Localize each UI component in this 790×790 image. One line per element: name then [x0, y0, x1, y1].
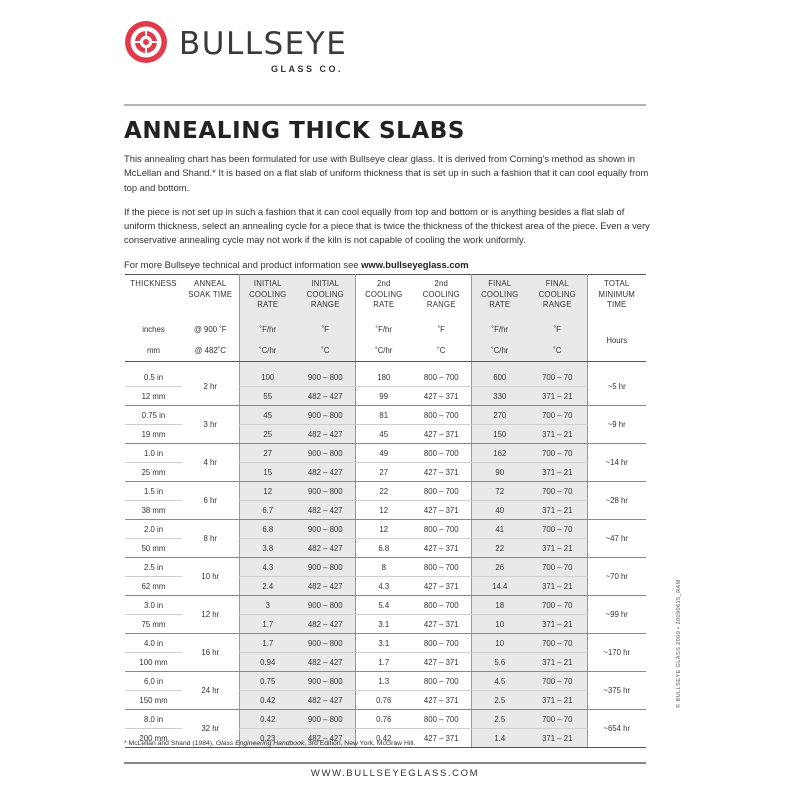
footnote-suffix: , 3rd Edition, New York, McGraw Hill.	[304, 740, 416, 747]
table-cell: 800 – 700	[412, 444, 471, 463]
table-cell: 1.5 in	[125, 482, 182, 501]
table-cell: 62 mm	[125, 577, 182, 596]
table-cell: 1.7	[239, 634, 296, 653]
intro-text	[124, 152, 654, 282]
intro-paragraph-3	[124, 258, 654, 272]
table-cell: 900 – 800	[296, 710, 355, 729]
table-cell: 19 mm	[125, 425, 182, 444]
table-cell: 0.76	[355, 691, 412, 710]
unit-label: ˚F	[296, 319, 355, 339]
table-cell: 25	[239, 425, 296, 444]
bullseye-target-icon	[124, 20, 168, 64]
table-row-fahrenheit	[125, 406, 646, 425]
table-cell: 3.1	[355, 615, 412, 634]
table-cell: 81	[355, 406, 412, 425]
intro-paragraph-2: If the piece is not set up in such a fashion that it can cool equally from top and bottom or is anything besides a flat slab of uniform thickness, select an annealing cycle for a piece that is twice the thickness of the thickest area of the piece. Even a very conservative annealing cycle may not work if the kiln is not capable of cooling the work uniformly.	[124, 205, 650, 246]
table-cell: 4.0 in	[125, 634, 182, 653]
table-cell: 1.0 in	[125, 444, 182, 463]
table-cell: 800 – 700	[412, 406, 471, 425]
unit-label: ˚C/hr	[471, 339, 528, 362]
total-time-cell: ~375 hr	[587, 672, 646, 710]
table-cell: 371 – 21	[528, 691, 587, 710]
table-cell: 427 – 371	[412, 425, 471, 444]
table-cell: 900 – 800	[296, 482, 355, 501]
column-header: INITIAL COOLING RANGE	[296, 275, 355, 320]
table-cell: 5.6	[471, 653, 528, 672]
unit-label: ˚F/hr	[239, 319, 296, 339]
table-cell: 800 – 700	[412, 520, 471, 539]
table-cell: 200 mm	[125, 729, 182, 748]
unit-label: ˚F	[437, 324, 445, 334]
table-cell: 4.5	[471, 672, 528, 691]
table-cell: 6.8	[239, 520, 296, 539]
intro-info-prefix: For more Bullseye technical and product information see	[124, 258, 362, 270]
table-cell: 1.3	[355, 672, 412, 691]
table-cell: 482 – 427	[296, 387, 355, 406]
table-cell: 8	[355, 558, 412, 577]
table-cell: 0.94	[239, 653, 296, 672]
column-header: INITIAL COOLING RATE	[239, 275, 296, 320]
table-cell: 482 – 427	[296, 577, 355, 596]
table-cell: 700 – 70	[528, 596, 587, 615]
total-time-cell: ~70 hr	[587, 558, 646, 596]
table-cell: 900 – 800	[296, 634, 355, 653]
unit-label: @ 482˚C	[182, 339, 239, 362]
table-cell: 150 mm	[125, 691, 182, 710]
table-cell: 15	[239, 463, 296, 482]
brand-logo	[124, 16, 374, 76]
table-cell: 12 mm	[125, 387, 182, 406]
table-cell: 700 – 70	[528, 406, 587, 425]
table-cell: 4.3	[355, 577, 412, 596]
table-cell: 427 – 371	[412, 653, 471, 672]
table-cell: 6.8	[355, 539, 412, 558]
unit-label: inches	[142, 324, 165, 334]
column-header: 2nd COOLING RATE	[355, 275, 412, 320]
unit-label: ˚F/hr	[471, 319, 528, 339]
total-time-cell: ~9 hr	[587, 406, 646, 444]
table-cell: 482 – 427	[296, 501, 355, 520]
table-cell: 27	[355, 463, 412, 482]
table-cell: 12	[355, 520, 412, 539]
soak-time-cell: 4 hr	[182, 444, 239, 482]
total-time-cell: ~654 hr	[587, 710, 646, 748]
table-cell: 482 – 427	[296, 463, 355, 482]
table-cell: 600	[471, 368, 528, 387]
table-cell: 0.5 in	[125, 368, 182, 387]
table-cell: 371 – 21	[528, 539, 587, 558]
table-units-fahrenheit-row	[125, 319, 646, 339]
table-cell: 2.5 in	[125, 558, 182, 577]
table-cell: 0.23	[239, 729, 296, 748]
table-cell: 40	[471, 501, 528, 520]
column-header: FINAL COOLING RATE	[471, 275, 528, 320]
table-cell: 2.0 in	[125, 520, 182, 539]
table-cell: 72	[471, 482, 528, 501]
table-cell: 330	[471, 387, 528, 406]
table-units-celsius-row	[125, 339, 646, 362]
table-cell: 6.0 in	[125, 672, 182, 691]
table-cell: 482 – 427	[296, 539, 355, 558]
table-cell: 427 – 371	[412, 691, 471, 710]
table-cell: 900 – 800	[296, 558, 355, 577]
table-cell: 12	[239, 482, 296, 501]
table-cell: 427 – 371	[412, 539, 471, 558]
intro-paragraph-1: This annealing chart has been formulated for use with Bullseye clear glass. It is derived from Corning’s method as shown in McLellan and Shand.* It is based on a flat slab of uniform thickness that is set up in such a fashion that it can cool equally from top and bottom.	[124, 153, 649, 193]
table-cell: 6.7	[239, 501, 296, 520]
table-cell: 26	[471, 558, 528, 577]
table-row-fahrenheit	[125, 596, 646, 615]
table-cell: 2.5	[471, 691, 528, 710]
annealing-table	[125, 274, 646, 748]
table-cell: 800 – 700	[412, 672, 471, 691]
column-header: ANNEAL SOAK TIME	[188, 279, 233, 299]
total-time-cell: ~28 hr	[587, 482, 646, 520]
table-row-fahrenheit	[125, 482, 646, 501]
total-time-cell: ~170 hr	[587, 634, 646, 672]
table-cell: 100 mm	[125, 653, 182, 672]
brand-subtitle: GLASS CO.	[271, 64, 344, 74]
table-cell: 2.5	[471, 710, 528, 729]
table-cell: 700 – 70	[528, 710, 587, 729]
total-time-cell: ~99 hr	[587, 596, 646, 634]
column-header: 2nd COOLING RANGE	[422, 279, 460, 309]
table-cell: 427 – 371	[412, 615, 471, 634]
table-cell: 1.4	[471, 729, 528, 748]
unit-label: Hours	[587, 319, 646, 362]
table-cell: 0.75 in	[125, 406, 182, 425]
table-cell: 75 mm	[125, 615, 182, 634]
table-cell: 18	[471, 596, 528, 615]
table-cell: 27	[239, 444, 296, 463]
table-cell: 162	[471, 444, 528, 463]
table-cell: 427 – 371	[412, 577, 471, 596]
table-cell: 800 – 700	[412, 596, 471, 615]
column-header: THICKNESS	[130, 279, 177, 288]
table-cell: 1.7	[355, 653, 412, 672]
table-cell: 10	[471, 615, 528, 634]
table-cell: 800 – 700	[412, 710, 471, 729]
soak-time-cell: 24 hr	[182, 672, 239, 710]
total-time-cell: ~14 hr	[587, 444, 646, 482]
table-cell: 482 – 427	[296, 729, 355, 748]
table-cell: 3.1	[355, 634, 412, 653]
table-cell: 90	[471, 463, 528, 482]
table-cell: 371 – 21	[528, 729, 587, 748]
footnote-book: Glass Engineering Handbook	[215, 740, 305, 747]
table-cell: 900 – 800	[296, 444, 355, 463]
unit-label: @ 900 ˚F	[193, 324, 227, 334]
table-cell: 4.3	[239, 558, 296, 577]
table-cell: 2.4	[239, 577, 296, 596]
table-row-fahrenheit	[125, 444, 646, 463]
unit-label: mm	[125, 339, 182, 362]
table-cell: 180	[355, 368, 412, 387]
table-cell: 427 – 371	[412, 729, 471, 748]
table-cell: 0.75	[239, 672, 296, 691]
table-cell: 427 – 371	[412, 501, 471, 520]
table-cell: 55	[239, 387, 296, 406]
footnote	[124, 740, 415, 747]
total-time-cell: ~47 hr	[587, 520, 646, 558]
soak-time-cell: 16 hr	[182, 634, 239, 672]
table-cell: 700 – 70	[528, 482, 587, 501]
copyright-note: © BULLSEYE GLASS 2009 • 20090615_RAM	[676, 579, 682, 708]
footer-divider	[124, 762, 646, 764]
table-header-row	[125, 275, 646, 320]
table-cell: 12	[355, 501, 412, 520]
table-row-fahrenheit	[125, 368, 646, 387]
brand-wordmark: BULLSEYE	[179, 26, 348, 62]
soak-time-cell: 32 hr	[182, 710, 239, 748]
table-cell: 22	[355, 482, 412, 501]
footer-website[interactable]: WWW.BULLSEYEGLASS.COM	[310, 768, 480, 779]
footnote-prefix: * McLellan and Shand (1984),	[124, 740, 216, 747]
table-cell: 22	[471, 539, 528, 558]
header-divider	[124, 104, 646, 106]
table-cell: 800 – 700	[412, 482, 471, 501]
table-cell: 427 – 371	[412, 387, 471, 406]
table-cell: 371 – 21	[528, 387, 587, 406]
soak-time-cell: 3 hr	[182, 406, 239, 444]
table-cell: 8.0 in	[125, 710, 182, 729]
total-time-cell: ~5 hr	[587, 368, 646, 406]
table-cell: 900 – 800	[296, 406, 355, 425]
table-cell: 45	[355, 425, 412, 444]
table-row-fahrenheit	[125, 710, 646, 729]
table-cell: 45	[239, 406, 296, 425]
table-cell: 900 – 800	[296, 596, 355, 615]
table-cell: 0.42	[239, 710, 296, 729]
table-row-fahrenheit	[125, 520, 646, 539]
table-cell: 482 – 427	[296, 653, 355, 672]
table-cell: 427 – 371	[412, 463, 471, 482]
unit-label: ˚C/hr	[355, 339, 412, 362]
table-cell: 38 mm	[125, 501, 182, 520]
table-cell: 0.42	[355, 729, 412, 748]
table-cell: 700 – 70	[528, 558, 587, 577]
table-cell: 900 – 800	[296, 520, 355, 539]
table-cell: 371 – 21	[528, 425, 587, 444]
table-cell: 482 – 427	[296, 425, 355, 444]
table-cell: 700 – 70	[528, 444, 587, 463]
table-cell: 700 – 70	[528, 634, 587, 653]
table-cell: 14.4	[471, 577, 528, 596]
table-cell: 270	[471, 406, 528, 425]
table-cell: 371 – 21	[528, 615, 587, 634]
unit-label: ˚F/hr	[355, 319, 412, 339]
table-cell: 0.42	[239, 691, 296, 710]
table-cell: 5.4	[355, 596, 412, 615]
table-cell: 3.0 in	[125, 596, 182, 615]
table-cell: 150	[471, 425, 528, 444]
unit-label: ˚C	[296, 339, 355, 362]
table-cell: 700 – 70	[528, 368, 587, 387]
table-cell: 800 – 700	[412, 558, 471, 577]
soak-time-cell: 6 hr	[182, 482, 239, 520]
table-row-fahrenheit	[125, 672, 646, 691]
table-cell: 900 – 800	[296, 672, 355, 691]
table-cell: 371 – 21	[528, 577, 587, 596]
table-cell: 371 – 21	[528, 653, 587, 672]
unit-label: ˚C/hr	[239, 339, 296, 362]
table-cell: 1.7	[239, 615, 296, 634]
table-cell: 0.76	[355, 710, 412, 729]
table-cell: 3.8	[239, 539, 296, 558]
table-cell: 800 – 700	[412, 368, 471, 387]
table-cell: 700 – 70	[528, 520, 587, 539]
website-link[interactable]: www.bullseyeglass.com	[361, 258, 469, 270]
table-cell: 371 – 21	[528, 501, 587, 520]
soak-time-cell: 10 hr	[182, 558, 239, 596]
soak-time-cell: 8 hr	[182, 520, 239, 558]
table-cell: 100	[239, 368, 296, 387]
soak-time-cell: 12 hr	[182, 596, 239, 634]
page-title: ANNEALING THICK SLABS	[124, 118, 466, 144]
table-cell: 10	[471, 634, 528, 653]
table-cell: 900 – 800	[296, 368, 355, 387]
column-header: TOTAL MINIMUM TIME	[587, 275, 646, 320]
soak-time-cell: 2 hr	[182, 368, 239, 406]
table-cell: 482 – 427	[296, 691, 355, 710]
table-row-fahrenheit	[125, 558, 646, 577]
unit-label: ˚F	[528, 319, 587, 339]
table-cell: 482 – 427	[296, 615, 355, 634]
unit-label: ˚C	[412, 339, 471, 362]
table-cell: 41	[471, 520, 528, 539]
table-cell: 800 – 700	[412, 634, 471, 653]
table-cell: 371 – 21	[528, 463, 587, 482]
table-cell: 25 mm	[125, 463, 182, 482]
table-cell: 49	[355, 444, 412, 463]
unit-label: ˚C	[528, 339, 587, 362]
table-cell: 99	[355, 387, 412, 406]
table-cell: 3	[239, 596, 296, 615]
column-header: FINAL COOLING RANGE	[528, 275, 587, 320]
table-row-fahrenheit	[125, 634, 646, 653]
table-cell: 50 mm	[125, 539, 182, 558]
table-cell: 700 – 70	[528, 672, 587, 691]
